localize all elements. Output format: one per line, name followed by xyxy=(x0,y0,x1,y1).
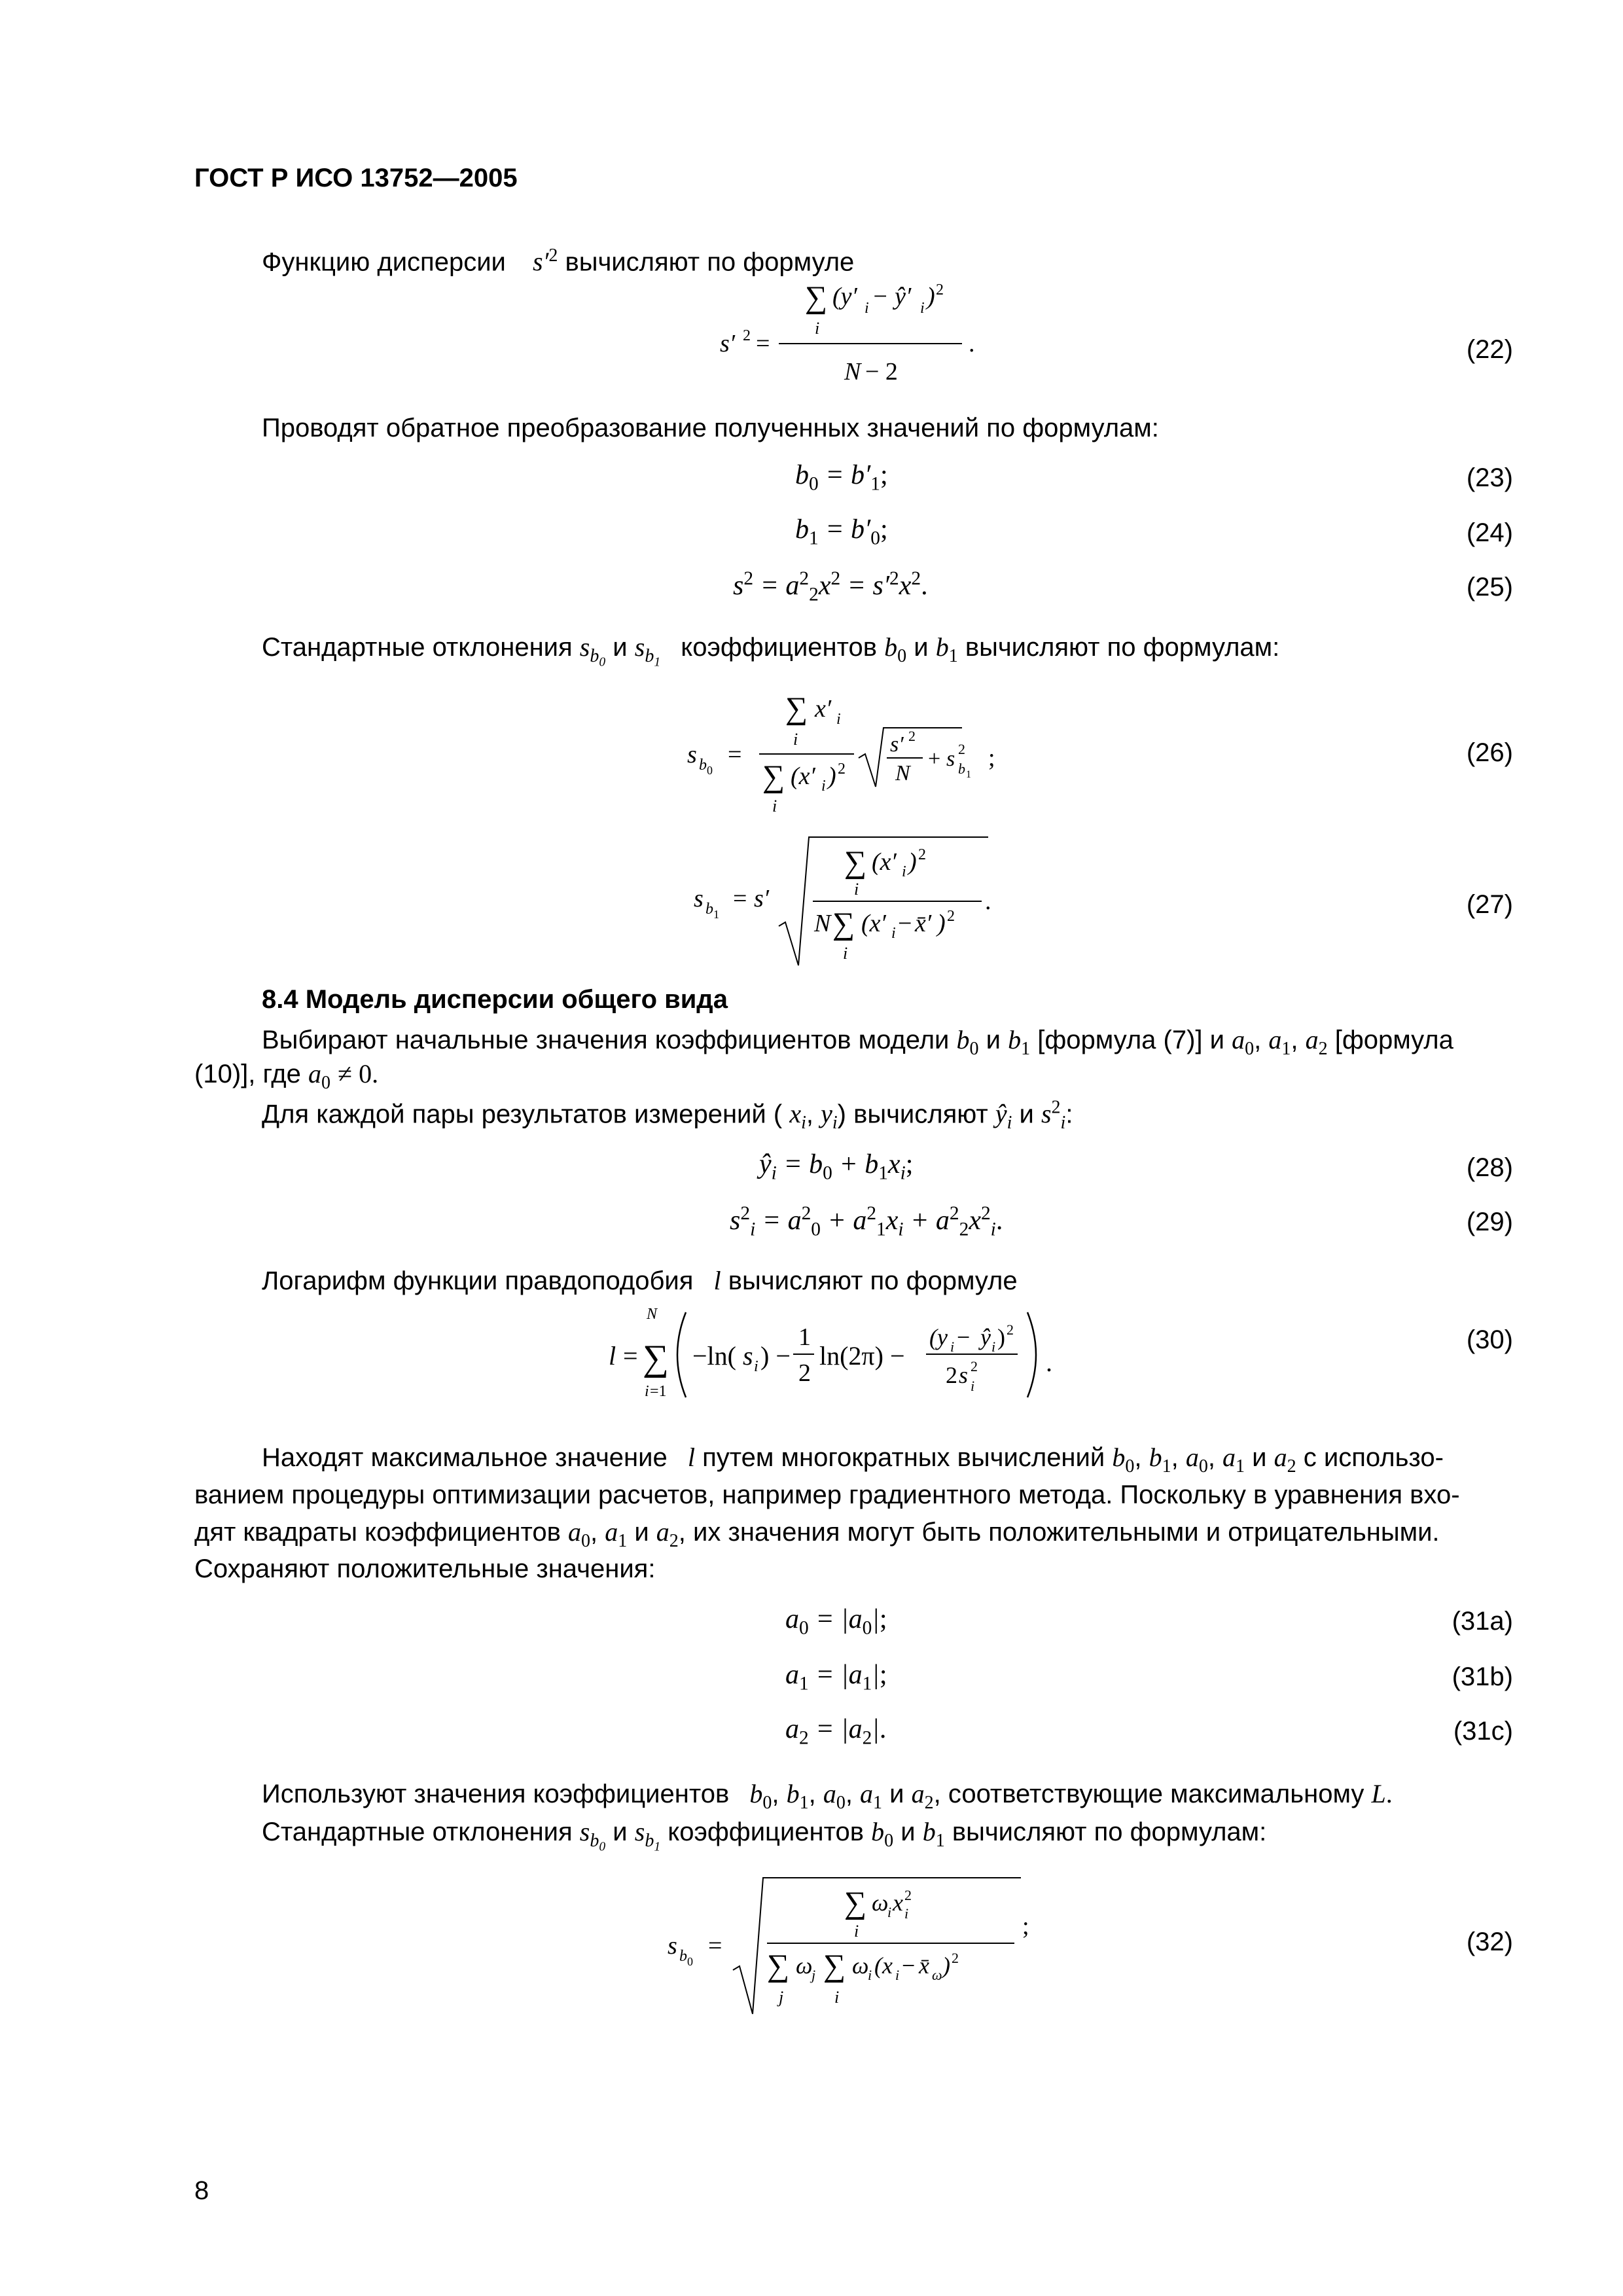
text-fragment: ) вычисляют xyxy=(837,1100,988,1129)
equation-number: (29) xyxy=(1466,1208,1513,1236)
text-fragment: коэффициентов xyxy=(681,633,877,662)
svg-text:ω: ω xyxy=(872,1890,889,1916)
formula-30 xyxy=(609,1299,1106,1410)
svg-text:2: 2 xyxy=(952,1950,959,1966)
equation-number: (28) xyxy=(1466,1153,1513,1182)
svg-text:s: s xyxy=(946,747,955,771)
text-fragment: и xyxy=(613,1818,628,1846)
svg-text:=: = xyxy=(756,330,770,357)
text-fragment: и xyxy=(1019,1100,1034,1129)
paragraph-each-pair: Для каждой пары результатов измерений ( $x_i$, $y_i$) вычисляют $ŷ_i$ и $s^2_i$: xyxy=(262,1098,1073,1134)
text-fragment: коэффициентов xyxy=(668,1818,864,1846)
svg-text:ω: ω xyxy=(932,1967,942,1983)
text-fragment: Функцию дисперсии xyxy=(262,247,506,277)
svg-text:i: i xyxy=(834,1988,840,2007)
svg-text:s′: s′ xyxy=(754,885,770,912)
svg-text:=: = xyxy=(728,741,742,768)
svg-text:b: b xyxy=(699,757,707,774)
svg-text:b: b xyxy=(958,761,965,777)
paragraph-find-max-line1: Находят максимальное значение l путем многократных вычислений $b_0$, $b_1$, $a_0$, $a_1$ и $a_2$ с использо- xyxy=(262,1443,1444,1477)
text-fragment: Логарифм функции правдоподобия xyxy=(262,1266,694,1295)
equation-number: (32) xyxy=(1466,1928,1513,1956)
svg-text:i: i xyxy=(815,319,820,338)
svg-text:(y′: (y′ xyxy=(832,283,857,310)
page-number: 8 xyxy=(194,2176,209,2205)
text-fragment: вычисляют по формулам: xyxy=(965,633,1280,662)
svg-text:1: 1 xyxy=(966,769,971,780)
svg-text:i: i xyxy=(902,863,906,880)
text-fragment: и xyxy=(914,633,929,662)
svg-text:=1: =1 xyxy=(650,1383,667,1400)
svg-text:.: . xyxy=(985,888,991,915)
text-fragment: Выбирают начальные значения коэффициентов модели xyxy=(262,1026,950,1054)
formula-31b: $a_1 = |a_1|$; xyxy=(785,1660,887,1695)
svg-text:0: 0 xyxy=(687,1955,693,1968)
formula-29: $s^2_i = a^2_0 + a^2_1x_i + a^2_2x^2_i$. xyxy=(730,1203,1003,1240)
svg-text:i: i xyxy=(895,1967,900,1983)
text-fragment: путем многократных вычислений xyxy=(702,1443,1105,1472)
svg-text:): ) xyxy=(828,762,836,790)
svg-text:ŷ: ŷ xyxy=(980,1324,991,1350)
svg-text:=: = xyxy=(623,1341,638,1371)
svg-text:s′: s′ xyxy=(890,732,904,757)
svg-text:x′: x′ xyxy=(815,695,832,723)
svg-text:2: 2 xyxy=(798,1359,811,1387)
svg-text:∑: ∑ xyxy=(805,280,828,315)
svg-text:i: i xyxy=(772,797,777,816)
svg-text:j: j xyxy=(779,1988,784,2007)
svg-text:i: i xyxy=(854,880,859,899)
svg-text:− ŷ′: − ŷ′ xyxy=(872,283,912,310)
svg-text:(x′: (x′ xyxy=(791,762,815,790)
svg-text:i: i xyxy=(887,1904,892,1920)
paragraph-find-max-line4: Сохраняют положительные значения: xyxy=(194,1554,656,1583)
svg-text:b: b xyxy=(679,1948,687,1965)
equation-number: (31a) xyxy=(1452,1607,1513,1636)
formula-25: $s^2 = a^2_2x^2 = s'^2x^2$. xyxy=(733,568,928,605)
text-fragment: [формула xyxy=(1334,1026,1454,1054)
paragraph-find-max-line2: ванием процедуры оптимизации расчетов, например градиентного метода. Поскольку в уравнения вхо- xyxy=(194,1480,1460,1509)
svg-text:− 2: − 2 xyxy=(865,358,898,386)
paragraph-variance-function: Функцию дисперсии $s'^2$ вычисляют по формуле xyxy=(262,245,855,277)
svg-text:s: s xyxy=(668,1932,677,1960)
text-fragment: , их значения могут быть положительными и отрицательными. xyxy=(678,1518,1440,1547)
svg-text:N: N xyxy=(647,1306,658,1323)
svg-text:x̄′: x̄′ xyxy=(915,910,932,937)
svg-text:): ) xyxy=(927,283,935,310)
svg-text:∑: ∑ xyxy=(844,845,867,880)
svg-text:): ) xyxy=(997,1324,1005,1350)
svg-text:x: x xyxy=(893,1890,903,1916)
svg-text:2: 2 xyxy=(971,1358,978,1374)
text-fragment: с использо- xyxy=(1303,1443,1444,1472)
formula-26 xyxy=(687,681,1041,825)
paragraph-initial-values-line1: Выбирают начальные значения коэффициентов модели $b_0$ и $b_1$ [формула (7)] и $a_0$, $a_1$, $a_2$ [формула xyxy=(262,1025,1454,1059)
svg-text:2: 2 xyxy=(936,281,944,298)
svg-text:): ) xyxy=(942,1952,950,1979)
formula-31a: $a_0 = |a_0|$; xyxy=(785,1604,887,1639)
svg-text:i: i xyxy=(645,1383,649,1400)
svg-text:i: i xyxy=(991,1338,996,1355)
svg-text:1: 1 xyxy=(713,908,719,921)
document-header: ГОСТ Р ИСО 13752—2005 xyxy=(194,164,518,192)
svg-text:j: j xyxy=(812,1967,816,1983)
text-fragment: (10)], где xyxy=(194,1060,301,1088)
text-fragment: Для каждой пары результатов измерений ( xyxy=(262,1100,783,1129)
svg-text:=: = xyxy=(733,885,747,912)
svg-text:) −: ) − xyxy=(760,1341,791,1371)
svg-text:∑: ∑ xyxy=(767,1948,790,1983)
svg-text:i: i xyxy=(891,925,896,942)
svg-text:ln(2π) −: ln(2π) − xyxy=(819,1341,905,1371)
svg-text:;: ; xyxy=(988,744,995,772)
svg-text:(y: (y xyxy=(929,1324,948,1350)
section-heading: 8.4 Модель дисперсии общего вида xyxy=(262,985,728,1014)
text-fragment: и xyxy=(1252,1443,1267,1472)
paragraph-use-values: Используют значения коэффициентов $b_0$, $b_1$, $a_0$, $a_1$ и $a_2$, соответствующие максимальному L. xyxy=(262,1779,1393,1813)
paragraph-std-deviations-2: Стандартные отклонения $s_{b_0}$ и $s_{b_1}$ коэффициентов $b_0$ и $b_1$ вычисляют по формулам: xyxy=(262,1817,1267,1854)
svg-text:2: 2 xyxy=(743,327,751,344)
text-fragment: и xyxy=(901,1818,916,1846)
svg-text:i: i xyxy=(754,1358,758,1375)
svg-text:.: . xyxy=(1046,1348,1052,1377)
equation-number: (26) xyxy=(1466,738,1513,767)
svg-text:i: i xyxy=(821,778,826,795)
text-fragment: Стандартные отклонения xyxy=(262,633,573,662)
paragraph-inverse-transform: Проводят обратное преобразование полученных значений по формулам: xyxy=(262,414,1159,442)
paragraph-std-deviations: Стандартные отклонения $s_{b_0}$ и $s_{b_1}$ коэффициентов $b_0$ и $b_1$ вычисляют по формулам: xyxy=(262,632,1280,670)
equation-number: (30) xyxy=(1466,1325,1513,1354)
svg-text:=: = xyxy=(708,1932,722,1960)
svg-text:−: − xyxy=(902,1952,916,1979)
text-fragment: и xyxy=(986,1026,1001,1054)
svg-text:i: i xyxy=(868,1967,872,1983)
equation-number: (27) xyxy=(1466,890,1513,919)
svg-text:2: 2 xyxy=(946,1362,957,1388)
svg-text:i: i xyxy=(950,1338,955,1355)
svg-text:∑: ∑ xyxy=(832,906,855,941)
text-fragment: и xyxy=(613,633,628,662)
svg-text:2: 2 xyxy=(947,908,955,925)
svg-text:−: − xyxy=(898,910,912,937)
svg-text:i: i xyxy=(920,300,925,317)
text-fragment: , соответствующие максимальному xyxy=(933,1780,1364,1808)
svg-text:i: i xyxy=(904,1905,909,1922)
text-fragment: вычисляют по формуле xyxy=(565,247,855,277)
svg-text:N: N xyxy=(895,761,910,785)
text-fragment: и xyxy=(634,1518,649,1547)
svg-text:∑: ∑ xyxy=(762,759,785,794)
svg-text:i: i xyxy=(854,1922,859,1941)
svg-text:s: s xyxy=(959,1362,969,1388)
svg-text:s′: s′ xyxy=(720,330,736,357)
svg-text:): ) xyxy=(937,910,946,937)
text-fragment: Используют значения коэффициентов xyxy=(262,1780,730,1808)
svg-text:∑: ∑ xyxy=(785,691,808,726)
equation-number: (25) xyxy=(1466,573,1513,601)
equation-number: (23) xyxy=(1466,463,1513,492)
svg-text:+: + xyxy=(928,747,941,771)
equation-number: (31c) xyxy=(1453,1717,1513,1746)
text-fragment: вычисляют по формулам: xyxy=(952,1818,1267,1846)
svg-text:i: i xyxy=(793,730,798,749)
svg-text:b: b xyxy=(705,901,713,918)
svg-text:i: i xyxy=(865,300,869,317)
formula-23: $b_0 = b'_1$; xyxy=(795,460,888,495)
text-fragment: [формула (7)] и xyxy=(1037,1026,1224,1054)
svg-text:2: 2 xyxy=(918,846,926,863)
svg-text:∑: ∑ xyxy=(643,1338,669,1378)
svg-text:s: s xyxy=(694,885,704,912)
svg-text:N: N xyxy=(844,358,861,386)
svg-text:−: − xyxy=(957,1324,971,1350)
svg-text:2: 2 xyxy=(958,741,965,757)
svg-text:i: i xyxy=(971,1378,975,1394)
svg-text:2: 2 xyxy=(908,728,916,744)
svg-text:): ) xyxy=(908,848,917,876)
text-fragment: Стандартные отклонения xyxy=(262,1818,573,1846)
svg-text:;: ; xyxy=(1022,1912,1029,1940)
paragraph-initial-values-line2: (10)], где $a_0 \ne 0$. xyxy=(194,1059,379,1093)
formula-28: $ŷ_i = b_0 + b_1x_i$; xyxy=(759,1149,914,1184)
svg-text:2: 2 xyxy=(838,761,846,778)
svg-text:i: i xyxy=(843,944,848,963)
svg-text:−ln(: −ln( xyxy=(692,1341,736,1371)
text-fragment: дят квадраты коэффициентов xyxy=(194,1518,561,1547)
svg-text:∑: ∑ xyxy=(844,1886,867,1920)
svg-text:N: N xyxy=(814,910,831,937)
svg-text:(x: (x xyxy=(874,1952,893,1979)
svg-text:s: s xyxy=(687,741,697,768)
text-fragment: Находят максимальное значение xyxy=(262,1443,668,1472)
paragraph-log-likelihood: Логарифм функции правдоподобия l вычисляют по формуле xyxy=(262,1266,1018,1295)
svg-text:l: l xyxy=(609,1341,616,1371)
svg-text:(x′: (x′ xyxy=(861,910,886,937)
formula-32 xyxy=(668,1869,1047,2019)
svg-text:ω: ω xyxy=(852,1952,869,1979)
formula-24: $b_1 = b'_0$; xyxy=(795,514,888,549)
svg-text:1: 1 xyxy=(798,1323,811,1351)
paragraph-find-max-line3: дят квадраты коэффициентов $a_0$, $a_1$ и $a_2$, их значения могут быть положительными и отрицательными. xyxy=(194,1517,1440,1551)
svg-text:.: . xyxy=(969,330,975,357)
svg-text:x̄: x̄ xyxy=(919,1952,929,1979)
svg-text:2: 2 xyxy=(1007,1321,1014,1338)
formula-22 xyxy=(720,275,995,393)
svg-text:i: i xyxy=(836,711,841,728)
text-fragment: вычисляют по формуле xyxy=(728,1266,1018,1295)
text-fragment: и xyxy=(889,1780,904,1808)
svg-text:ω: ω xyxy=(796,1952,813,1979)
svg-text:s: s xyxy=(743,1341,753,1371)
equation-number: (22) xyxy=(1466,335,1513,364)
formula-31c: $a_2 = |a_2|$. xyxy=(785,1714,887,1749)
formula-27 xyxy=(694,828,1034,972)
svg-text:0: 0 xyxy=(707,764,713,777)
svg-text:2: 2 xyxy=(904,1887,912,1903)
equation-number: (31b) xyxy=(1452,1662,1513,1691)
svg-text:(x′: (x′ xyxy=(872,848,897,876)
svg-text:∑: ∑ xyxy=(823,1948,846,1983)
equation-number: (24) xyxy=(1466,518,1513,547)
